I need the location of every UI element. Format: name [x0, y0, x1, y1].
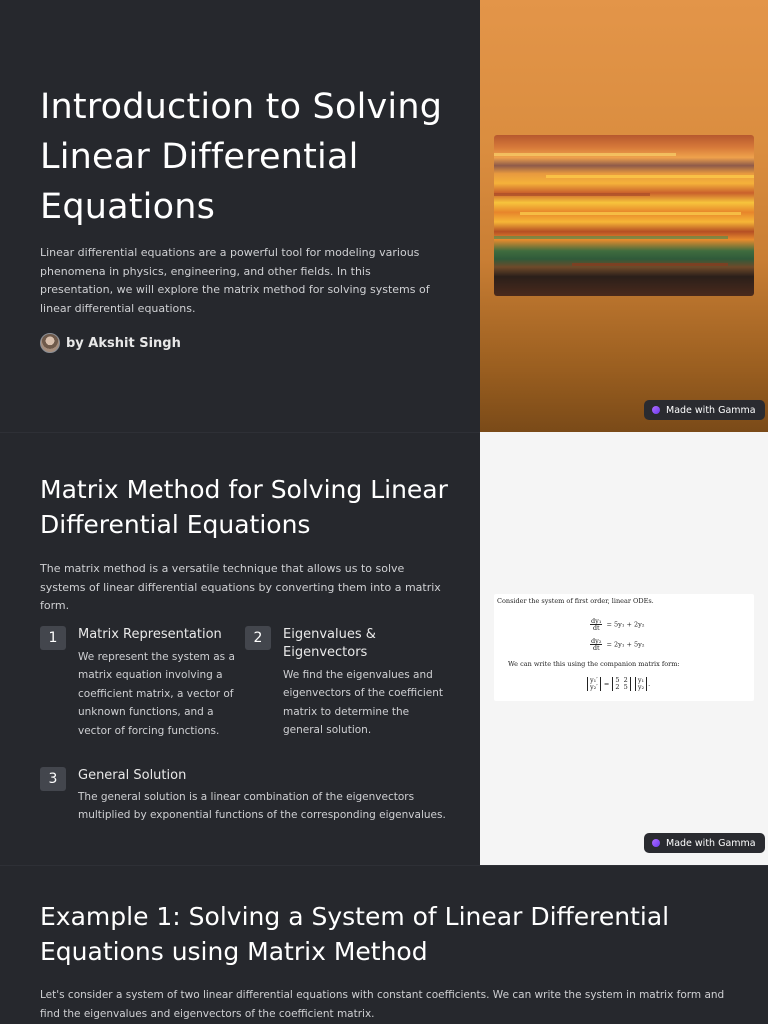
avatar — [40, 333, 60, 353]
slide-description: Linear differential equations are a powerful tool for modeling various phenomena in physics, engineering, and other fields. In this presentation, we will explore the matrix method for solving systems of linear differential equations. — [40, 246, 430, 315]
made-with-gamma-badge[interactable] — [644, 400, 765, 420]
badge-label: Made with Gamma — [666, 404, 756, 416]
step-number: 1 — [40, 626, 66, 650]
ode-system-image — [494, 594, 754, 701]
matrix-equation: y₁′ y₂′ = 5 2 2 5 y₁ y₂ . — [586, 677, 650, 691]
equation-1: $\frac{\text{dy₁}}{dt}$ = 5y₁ + 2y₂ — [591, 617, 645, 632]
slide-example-1 — [0, 865, 768, 1024]
step-title: Matrix Representation — [78, 627, 222, 642]
slide-matrix-method — [0, 432, 768, 865]
step-title: General Solution — [78, 768, 187, 783]
math-middle: We can write this using the companion matrix form: — [508, 660, 680, 668]
slide-title: Matrix Method for Solving Linear Differential Equations — [40, 475, 448, 539]
gamma-logo-icon — [652, 406, 660, 414]
image-panel — [480, 432, 768, 865]
badge-label: Made with Gamma — [666, 837, 756, 849]
author-byline — [40, 333, 181, 353]
slide-title: Example 1: Solving a System of Linear Differential Equations using Matrix Method — [40, 902, 670, 966]
slide-description: Let's consider a system of two linear differential equations with constant coefficients. We can write the system in matrix form and find the eigenvalues and eigenvectors of the coefficient matrix. — [40, 989, 725, 1020]
slide-introduction — [0, 0, 768, 432]
step-body: We represent the system as a matrix equation involving a coefficient matrix, a vector of unknown functions, and a vector of forcing functions. — [78, 651, 235, 737]
equation-2: $\frac{\text{dy₂}}{dt}$ = 2y₁ + 5y₂ — [591, 637, 645, 652]
step-number: 2 — [245, 626, 271, 650]
gamma-logo-icon — [652, 839, 660, 847]
author-name: by Akshit Singh — [66, 335, 181, 351]
step-body: We find the eigenvalues and eigenvectors of the coefficient matrix to determine the general solution. — [283, 669, 444, 737]
image-panel — [480, 0, 768, 432]
slide-description: The matrix method is a versatile technique that allows us to solve systems of linear differential equations by converting them into a matrix form. — [40, 562, 441, 612]
math-intro: Consider the system of first order, linear ODEs. — [497, 597, 654, 605]
sunset-painting-image — [494, 135, 754, 296]
step-number: 3 — [40, 767, 66, 791]
step-body: The general solution is a linear combination of the eigenvectors multiplied by exponential functions of the corresponding eigenvalues. — [78, 791, 446, 822]
step-title: Eigenvalues & Eigenvectors — [283, 627, 376, 660]
slide-title: Introduction to Solving Linear Differential Equations — [40, 87, 443, 227]
made-with-gamma-badge[interactable] — [644, 833, 765, 853]
